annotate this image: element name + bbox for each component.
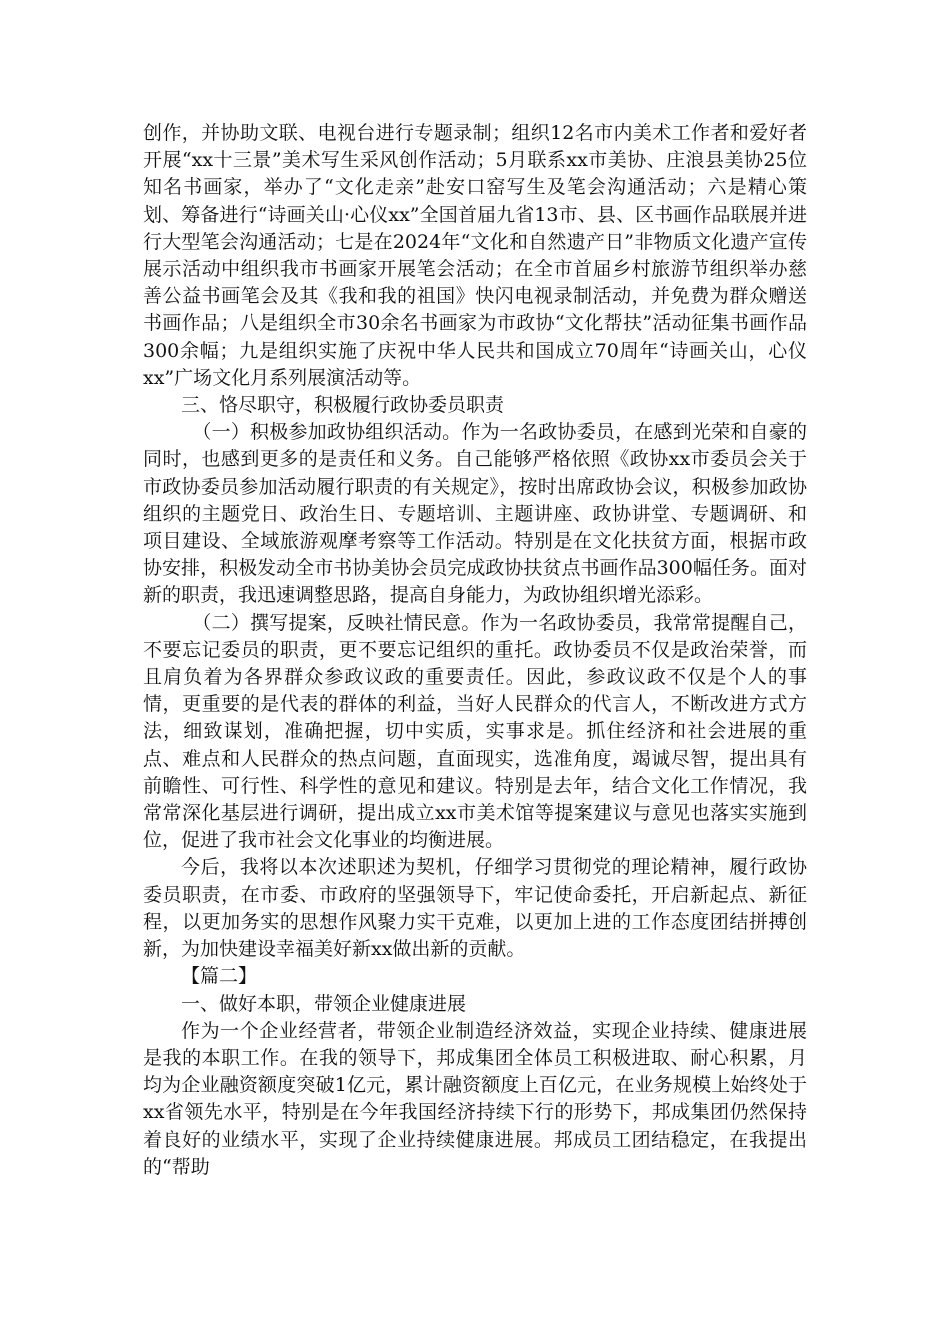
section-heading-one: 一、做好本职，带领企业健康进展 [181, 992, 467, 1015]
paragraph-enterprise: 作为一个企业经营者，带领企业制造经济效益，实现企业持续、健康进展是我的本职工作。在我的领导下，邦成集团全体员工积极进取、耐心积累，月均为企业融资额度突破1亿元，累计融资额度上百亿元，在业务规模上始终处于xx省领先水平，特别是在今年我国经济持续下行的形势下，邦成集团仍然保持着良好的业绩水平，实现了企业持续健康进展。邦成员工团结稳定，在我提出的“帮助 [143, 1019, 807, 1178]
section-heading-three: 三、恪尽职守，积极履行政协委员职责 [181, 394, 505, 417]
paragraph-continued-activities: 创作，并协助文联、电视台进行专题录制；组织12名市内美术工作者和爱好者开展“xx十三景”美术写生采风创作活动；5月联系xx市美协、庄浪县美协25位知名书画家，举办了“文化走亲”赴安口窑写生及笔会沟通活动；六是精心策划、筹备进行“诗画关山·心仪xx”全国首届九省13市、县、区书画作品联展并进行大型笔会沟通活动；七是在2024年“文化和自然遗产日”非物质文化遗产宣传展示活动中组织我市书画家开展笔会活动；在全市首届乡村旅游节组织举办慈善公益书画笔会及其《我和我的祖国》快闪电视录制活动，并免费为群众赠送书画作品；八是组织全市30余名书画家为市政协“文化帮扶”活动征集书画作品300余幅；九是组织实施了庆祝中华人民共和国成立70周年“诗画关山，心仪xx”广场文化月系列展演活动等。 [143, 122, 807, 389]
paragraph-conclusion: 今后，我将以本次述职述为契机，仔细学习贯彻党的理论精神，履行政协委员职责，在市委、市政府的坚强领导下，牢记使命委托，开启新起点、新征程，以更加务实的思想作风聚力实干克难，以更加上进的工作态度团结拼搏创新，为加快建设幸福美好新xx做出新的贡献。 [143, 856, 807, 961]
paragraph-participation: （一）积极参加政协组织活动。作为一名政协委员，在感到光荣和自豪的同时，也感到更多的是责任和义务。自己能够严格依照《政协xx市委员会关于市政协委员参加活动履行职责的有关规定》，按时出席政协会议，积极参加政协组织的主题党日、政治生日、专题培训、主题讲座、政协讲堂、专题调研、和项目建设、全域旅游观摩考察等工作活动。特别是在文化扶贫方面，根据市政协安排，积极发动全市书协美协会员完成政协扶贫点书画作品300幅任务。面对新的职责，我迅速调整思路，提高自身能力，为政协组织增光添彩。 [143, 421, 807, 607]
paragraph-proposals: （二）撰写提案，反映社情民意。作为一名政协委员，我常常提醒自己，不要忘记委员的职责，更不要忘记组织的重托。政协委员不仅是政治荣誉，而且肩负着为各界群众参政议政的重要责任。因此，参政议政不仅是个人的事情，更重要的是代表的群体的利益，当好人民群众的代言人，不断改进方式方法，细致谋划，准确把握，切中实质，实事求是。抓住经济和社会进展的重点、难点和人民群众的热点问题，直面现实，选准角度，竭诚尽智，提出具有前瞻性、可行性、科学性的意见和建议。特别是去年，结合文化工作情况，我常常深化基层进行调研，提出成立xx市美术馆等提案建议与意见也落实实施到位，促进了我市社会文化事业的均衡进展。 [143, 611, 807, 852]
document-page [143, 120, 807, 1181]
part-two-heading: 【篇二】 [181, 965, 258, 988]
